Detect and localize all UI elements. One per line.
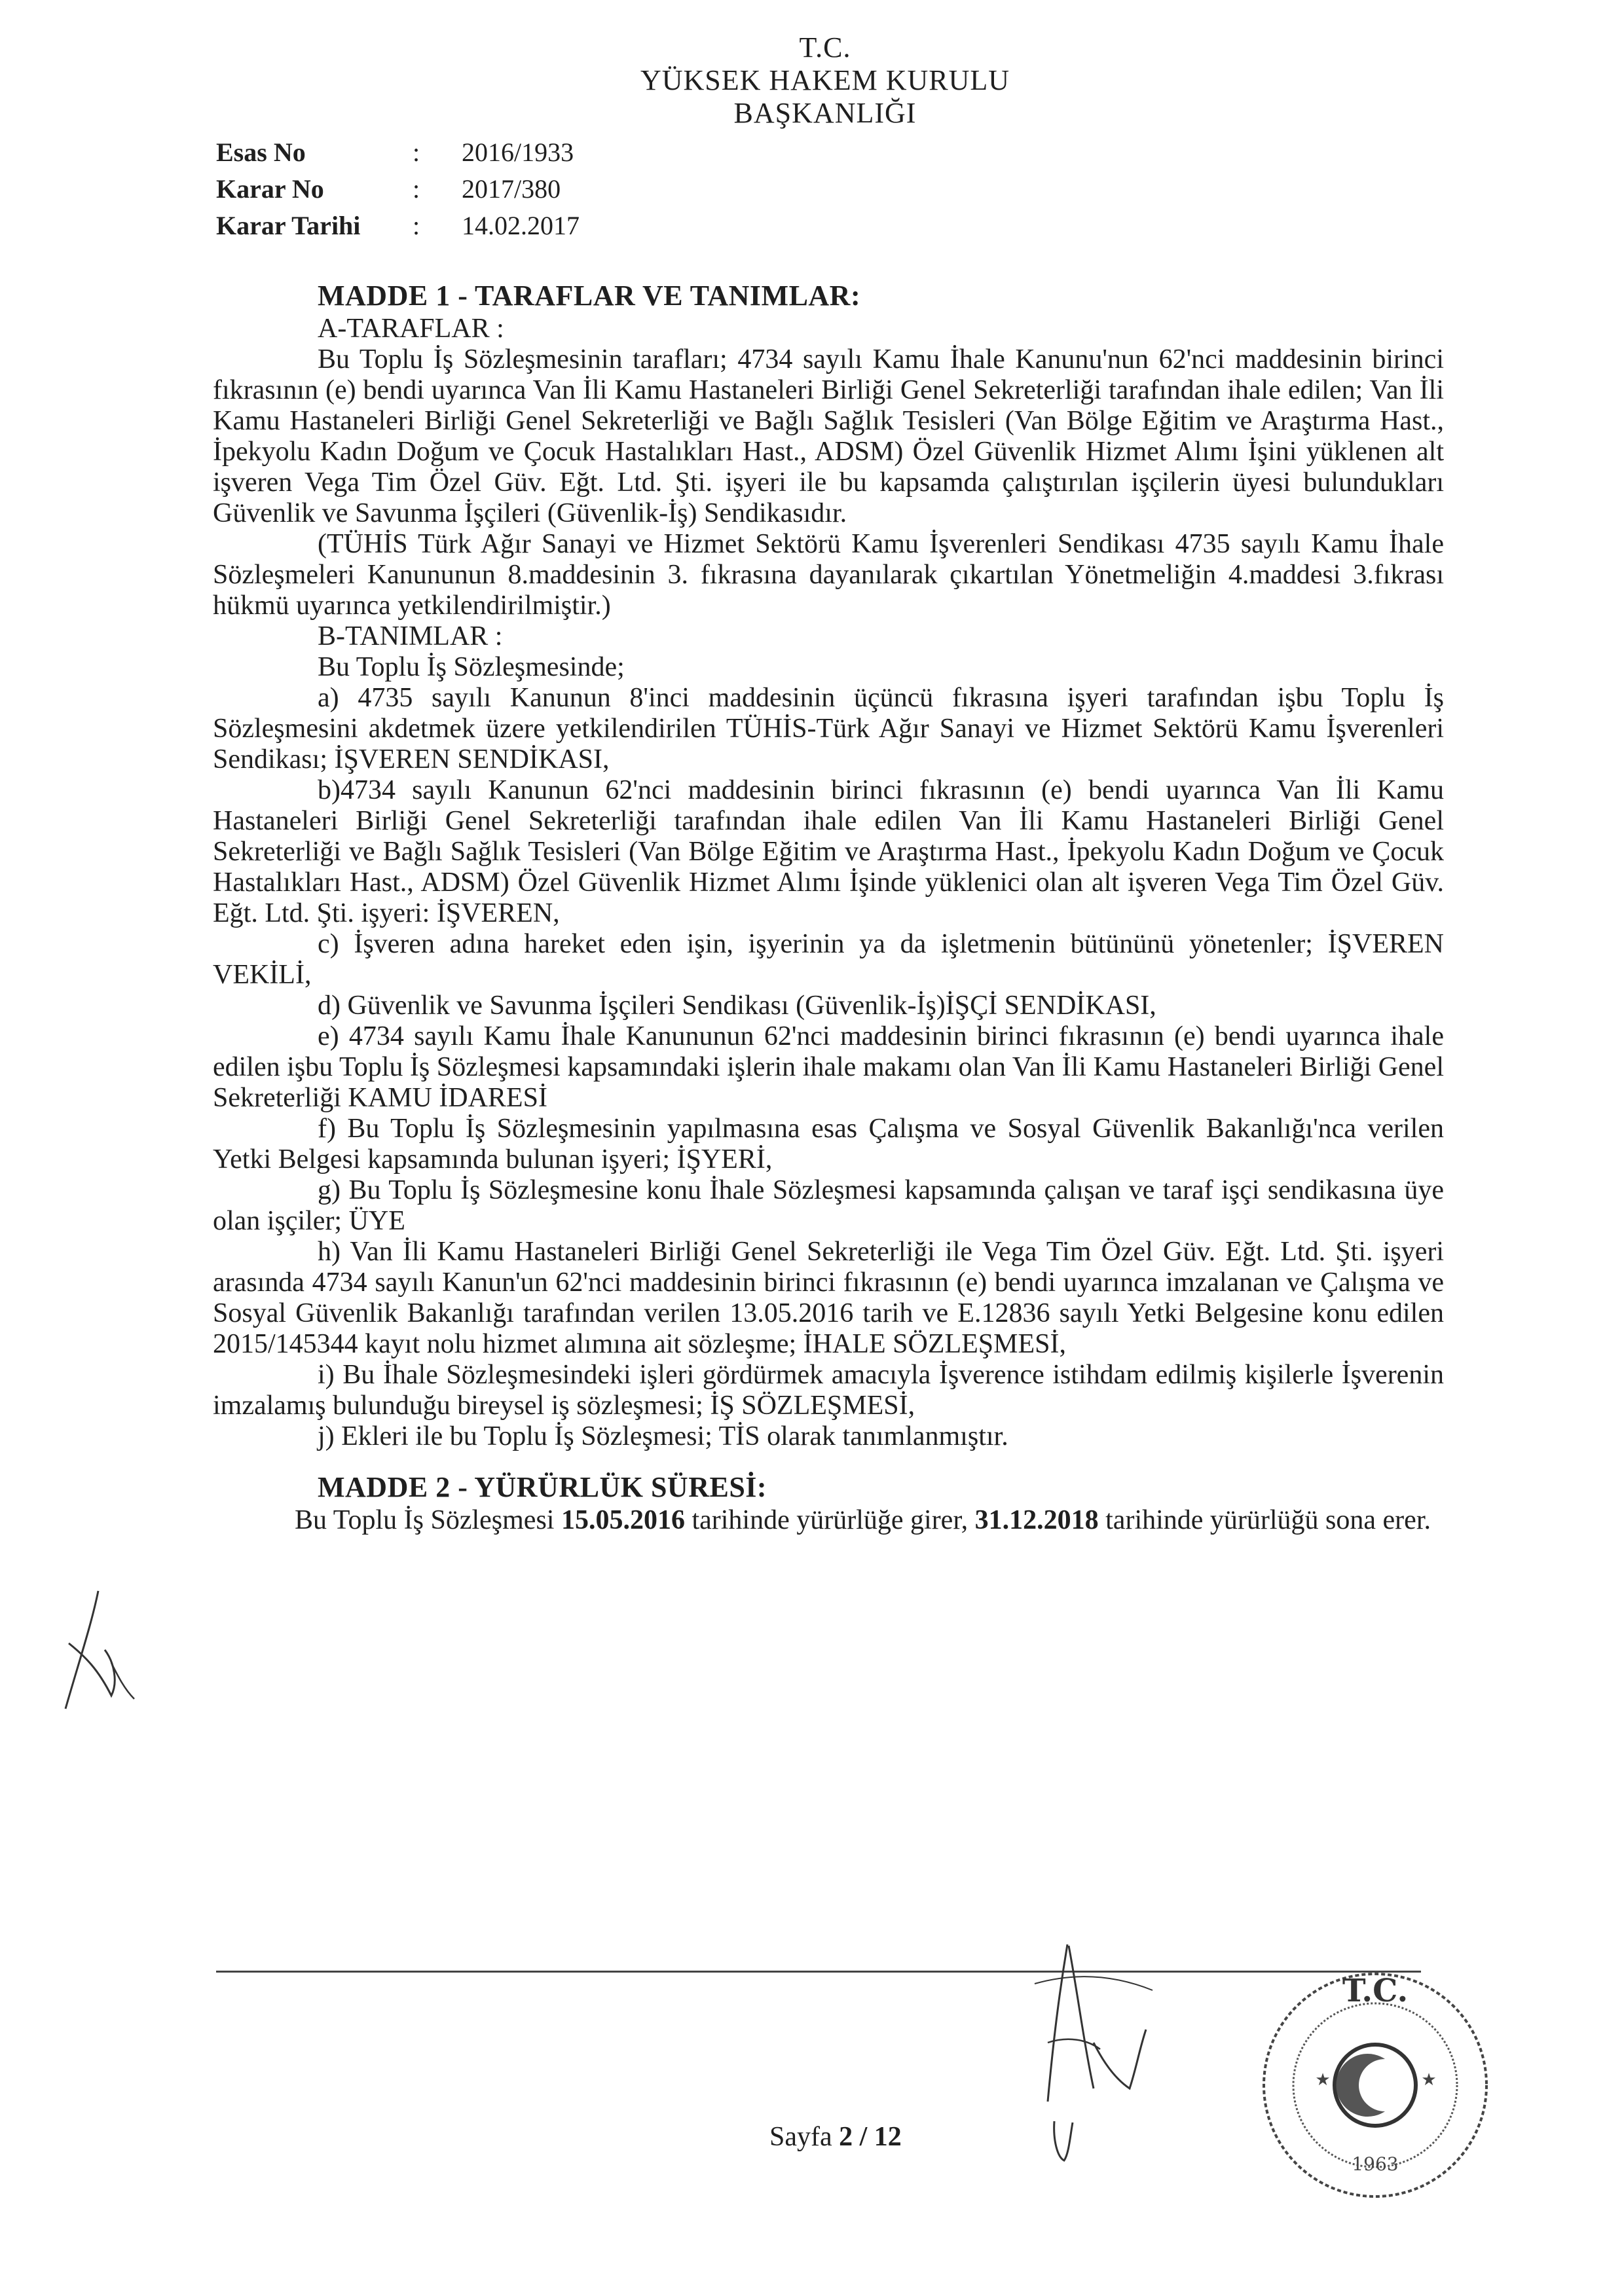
definition-item: i) Bu İhale Sözleşmesindeki işleri gördürmek amacıyla İşverence istihdam edilmiş kişilerle İşverenin imzalamış bulunduğu bireysel iş sözleşmesi; İŞ SÖZLEŞMESİ, xyxy=(213,1360,1444,1421)
small-initial-signature xyxy=(1048,2115,1080,2167)
footer-divider xyxy=(216,1971,1421,1973)
case-metadata xyxy=(216,134,580,244)
margin-initial-signature xyxy=(52,1584,144,1728)
page-label: Sayfa xyxy=(769,2122,840,2152)
definition-item: a) 4735 sayılı Kanunun 8'inci maddesinin üçüncü fıkrasına işyeri tarafından işbu Toplu İş Sözleşmesini akdetmek üzere yetkilendirilen TÜHİS-Türk Ağır Sanayi ve Hizmet Sektörü Kamu İşverenleri Sendikası; İŞVEREN SENDİKASI, xyxy=(213,683,1444,774)
definition-item: h) Van İli Kamu Hastaneleri Birliği Genel Sekreterliği ile Vega Tim Özel Güv. Eğt. Ltd. Şti. işyeri arasında 4734 sayılı Kanun'un 62'nci maddesinin birinci fıkrasının (e) bendi uyarınca imzalanan ve Çalışma ve Sosyal Güvenlik Bakanlığı tarafından verilen 13.05.2016 tarih ve E.12836 sayılı Yetki Belgesine konu edilen 2015/145344 kayıt nolu hizmet alımına ait sözleşme; İHALE SÖZLEŞMESİ, xyxy=(213,1237,1444,1359)
partB-intro: Bu Toplu İş Sözleşmesinde; xyxy=(318,652,625,682)
definition-item: d) Güvenlik ve Savunma İşçileri Sendikası (Güvenlik-İş)İŞÇİ SENDİKASI, xyxy=(318,991,1156,1021)
svg-text:1963: 1963 xyxy=(1352,2153,1399,2175)
partA-title: A-TARAFLAR : xyxy=(318,314,504,344)
meta-label: Karar Tarihi xyxy=(216,211,361,240)
end-date: 31.12.2018 xyxy=(974,1505,1099,1535)
partA-text: Bu Toplu İş Sözleşmesinin tarafları; 4734 sayılı Kamu İhale Kanunu'nun 62'nci maddesinin birinci fıkrasının (e) bendi uyarınca Van İli Kamu Hastaneleri Birliği Genel Sekreterliği tarafından ihale edilen; Van İli Kamu Hastaneleri Birliği Genel Sekreterliği ve Bağlı Sağlık Tesisleri (Van Bölge Eğitim ve Araştırma Hast., İpekyolu Kadın Doğum ve Çocuk Hastalıkları Hast., ADSM) Özel Güvenlik Hizmet Alımı İşini yüklenen alt işveren Vega Tim Özel Güv. Eğt. Ltd. Şti. işyeri ile bu kapsamda çalıştırılan işçilerin üyesi bulundukları Güvenlik ve Savunma İşçileri (Güvenlik-İş) Sendikasıdır. xyxy=(213,344,1444,528)
partB-title: B-TANIMLAR : xyxy=(318,621,503,651)
article2-heading: MADDE 2 - YÜRÜRLÜK SÜRESİ: xyxy=(318,1471,767,1503)
official-stamp xyxy=(1244,1954,1506,2216)
document-body xyxy=(213,280,1444,1536)
page-count: 2 / 12 xyxy=(839,2122,902,2152)
article2-text xyxy=(213,1505,1444,1536)
page-number xyxy=(769,2121,902,2153)
main-signature xyxy=(1022,1931,1166,2115)
meta-row-karar xyxy=(216,171,580,208)
header-tc: T.C. xyxy=(799,31,851,64)
article1-heading: MADDE 1 - TARAFLAR VE TANIMLAR: xyxy=(318,280,861,312)
svg-text:★: ★ xyxy=(1421,2070,1437,2090)
partA-note: (TÜHİS Türk Ağır Sanayi ve Hizmet Sektörü Kamu İşverenleri Sendikası 4735 sayılı Kamu İhale Sözleşmeleri Kanununun 8.maddesinin 3. fıkrasına dayanılarak çıkartılan Yönetmeliğin 4.maddesi 3.fıkrası hükmü uyarınca yetkilendirilmiştir.) xyxy=(213,529,1444,621)
meta-colon: : xyxy=(413,211,420,240)
definition-item: f) Bu Toplu İş Sözleşmesinin yapılmasına esas Çalışma ve Sosyal Güvenlik Bakanlığı'nca verilen Yetki Belgesi kapsamında bulunan işyeri; İŞYERİ, xyxy=(213,1114,1444,1175)
meta-value: 2016/1933 xyxy=(462,137,574,167)
meta-label: Esas No xyxy=(216,137,306,167)
meta-label: Karar No xyxy=(216,174,324,204)
article2-text-before: Bu Toplu İş Sözleşmesi xyxy=(295,1505,561,1535)
start-date: 15.05.2016 xyxy=(561,1505,685,1535)
article2-text-middle: tarihinde yürürlüğe girer, xyxy=(684,1505,975,1535)
definition-item: b)4734 sayılı Kanunun 62'nci maddesinin birinci fıkrasının (e) bendi uyarınca Van İli Kamu Hastaneleri Birliği Genel Sekreterliği tarafından ihale edilen Van İli Kamu Hastaneleri Birliği Genel Sekreterliği ve Bağlı Sağlık Tesisleri (Van Bölge Eğitim ve Araştırma Hast., İpekyolu Kadın Doğum ve Çocuk Hastalıkları Hast., ADSM) Özel Güvenlik Hizmet Alımı İşinde yüklenici olan alt işveren Vega Tim Özel Güv. Eğt. Ltd. Şti. işyeri: İŞVEREN, xyxy=(213,775,1444,928)
definition-item: j) Ekleri ile bu Toplu İş Sözleşmesi; TİS olarak tanımlanmıştır. xyxy=(318,1421,1008,1451)
definition-item: e) 4734 sayılı Kamu İhale Kanununun 62'nci maddesinin birinci fıkrasının (e) bendi uyarınca ihale edilen işbu Toplu İş Sözleşmesi kapsamındaki işlerin ihale makamı olan Van İli Kamu Hastaneleri Birliği Genel Sekreterliği KAMU İDARESİ xyxy=(213,1021,1444,1113)
meta-colon: : xyxy=(413,174,420,204)
meta-row-tarih xyxy=(216,208,580,244)
definition-item: c) İşveren adına hareket eden işin, işyerinin ya da işletmenin bütününü yönetenler; İŞVEREN VEKİLİ, xyxy=(213,929,1444,990)
definition-item: g) Bu Toplu İş Sözleşmesine konu İhale Sözleşmesi kapsamında çalışan ve taraf işçi sendikasına üye olan işçiler; ÜYE xyxy=(213,1175,1444,1236)
header-presidency: BAŞKANLIĞI xyxy=(733,97,917,129)
svg-text:★: ★ xyxy=(1315,2070,1331,2090)
document-header xyxy=(635,31,1015,130)
header-institution: YÜKSEK HAKEM KURULU xyxy=(640,64,1010,96)
svg-text:T.C.: T.C. xyxy=(1342,1973,1409,2009)
article2-text-after: tarihinde yürürlüğü sona erer. xyxy=(1098,1505,1431,1535)
meta-value: 2017/380 xyxy=(462,174,561,204)
meta-row-esas xyxy=(216,134,580,171)
meta-colon: : xyxy=(413,137,420,167)
meta-value: 14.02.2017 xyxy=(462,211,580,240)
